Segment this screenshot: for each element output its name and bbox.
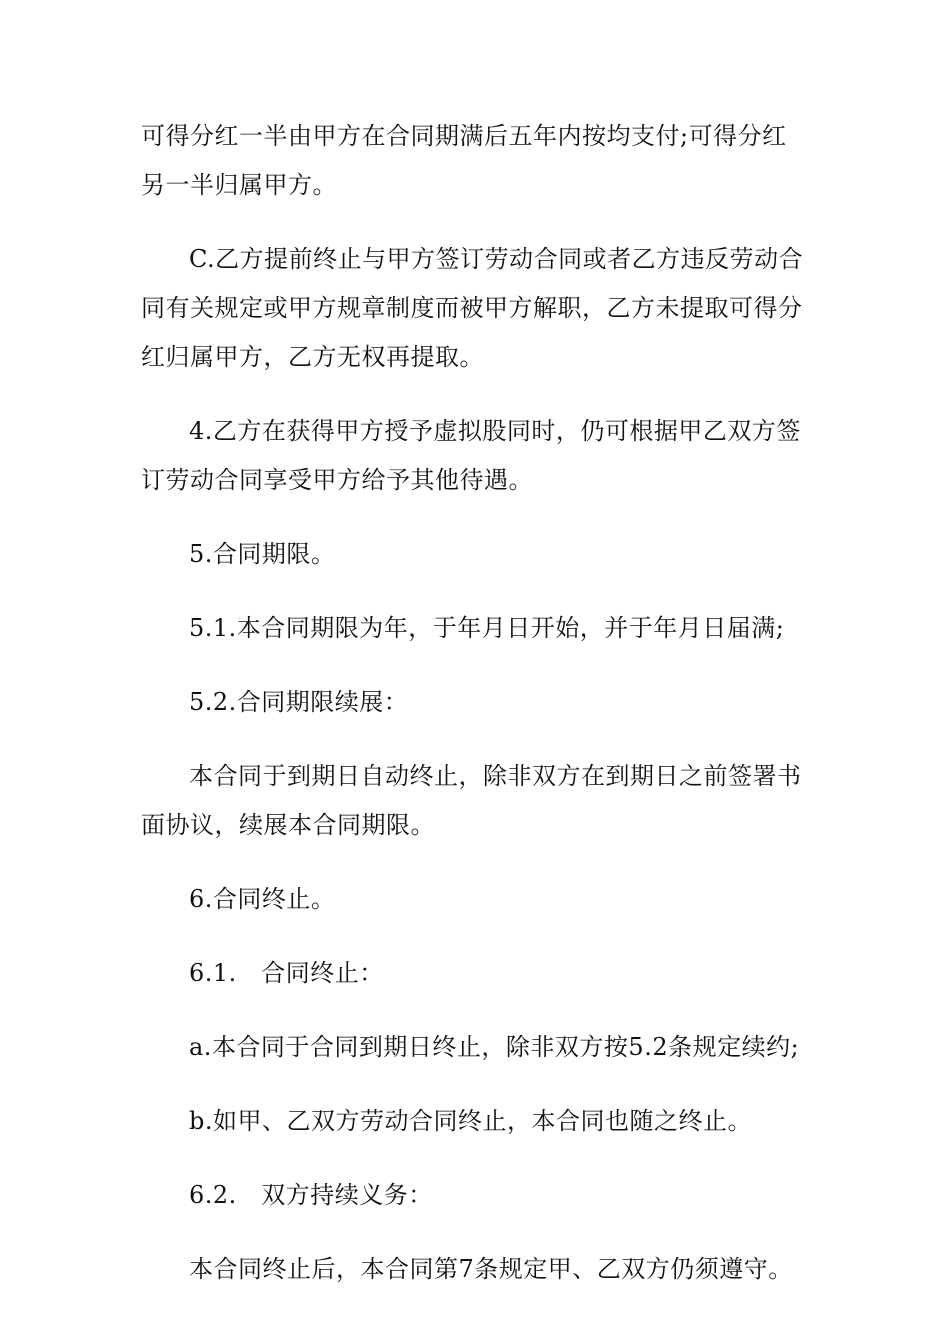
heading-clause-5-2: 5.2.合同期限续展： [189,688,409,716]
paragraph-clause-c: C.乙方提前终止与甲方签订劳动合同或者乙方违反劳动合同有关规定或甲方规章制度而被甲方解职，乙方未提取可得分红归属甲方，乙方无权再提取。 [141,245,804,371]
paragraph-clause-4: 4.乙方在获得甲方授予虚拟股同时，仍可根据甲乙双方签订劳动合同享受甲方给予其他待遇。 [141,417,801,494]
paragraph-clause-5-1: 5.1.本合同期限为年，于年月日开始，并于年月日届满; [189,614,785,642]
paragraph-dividend-payment: 可得分红一半由甲方在合同期满后五年内按均支付;可得分红另一半归属甲方。 [141,122,787,199]
heading-clause-6: 6.合同终止。 [189,885,336,913]
paragraph-renewal: 本合同于到期日自动终止，除非双方在到期日之前签署书面协议，续展本合同期限。 [141,762,802,839]
paragraph-clause-6-1-b: b.如甲、乙双方劳动合同终止，本合同也随之终止。 [189,1107,752,1135]
paragraph-clause-6-1-a: a.本合同于合同到期日终止，除非双方按5.2条规定续约; [189,1033,800,1061]
heading-clause-6-2: 6.2. 双方持续义务： [189,1181,433,1209]
paragraph-continuing-obligations: 本合同终止后，本合同第7条规定甲、乙双方仍须遵守。 [189,1255,793,1283]
heading-clause-6-1: 6.1. 合同终止： [189,959,384,987]
heading-clause-5: 5.合同期限。 [189,540,336,568]
document-body [141,112,811,1319]
